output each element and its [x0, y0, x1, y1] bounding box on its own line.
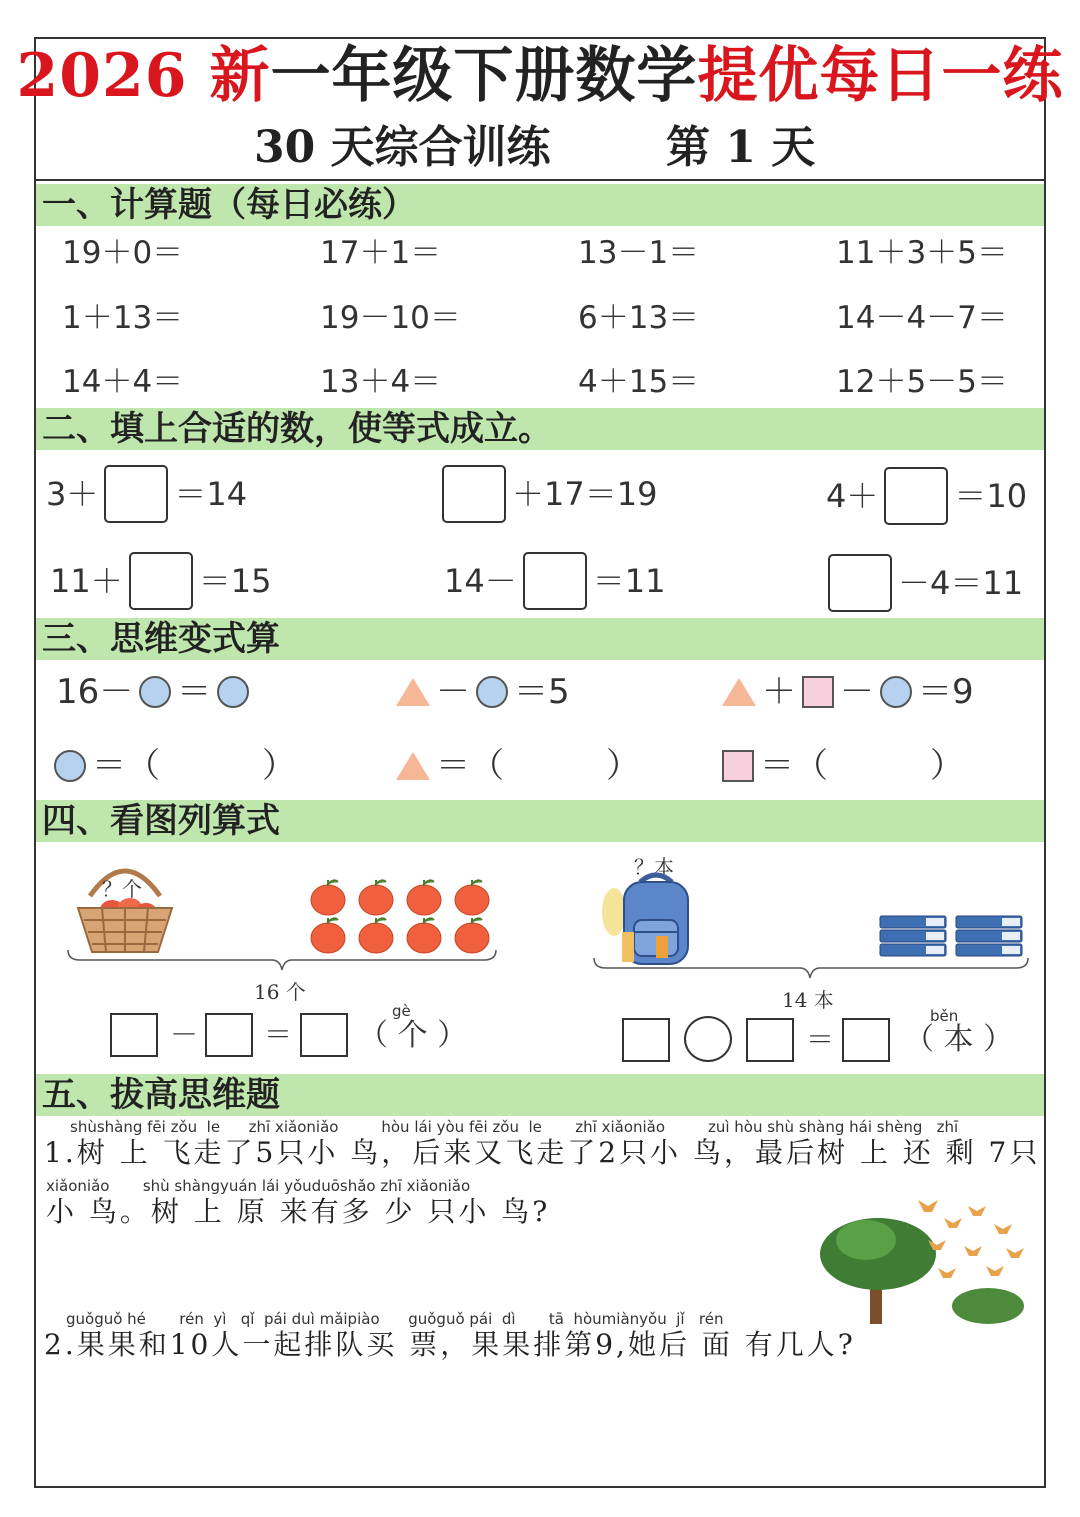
fill-pre: 4＋ [826, 477, 879, 515]
shape-equation-1 [56, 670, 249, 714]
fill-pre: 3＋ [46, 475, 99, 513]
basket-icon [72, 852, 178, 956]
eq-text: ＝ [177, 672, 212, 712]
answer-box[interactable] [828, 554, 892, 612]
calc-item: 17＋1＝ [320, 235, 442, 271]
title-new: 新 [209, 41, 271, 111]
question-2-pinyin: guǒguǒ hé rén yì qǐ pái duì mǎipiào guǒguǒ pái dì tā hòumiànyǒu jǐ rén [66, 1310, 724, 1328]
eq-text: － [436, 672, 470, 712]
calc-item: 13＋4＝ [320, 364, 442, 400]
backpack-icon [600, 872, 710, 968]
answer-box[interactable] [622, 1018, 670, 1062]
answer-box[interactable] [205, 1013, 253, 1057]
eq-text: ＋ [762, 672, 796, 712]
calc-item: 1＋13＝ [62, 300, 184, 336]
circle-icon [217, 676, 249, 708]
title-year: 2026 [16, 41, 188, 111]
circle-answer-blank[interactable]: ＝（ ） [92, 746, 296, 786]
fill-pre: 14－ [444, 562, 517, 600]
eq-text: 16－ [56, 672, 134, 712]
answer-box[interactable] [129, 552, 193, 610]
triangle-answer [396, 744, 640, 788]
square-icon [802, 676, 834, 708]
square-icon [722, 750, 754, 782]
header-divider [36, 179, 1044, 181]
right-total-label: 14 本 [782, 988, 834, 1012]
circle-icon [476, 676, 508, 708]
fill-post: ＝11 [592, 562, 666, 600]
section-1-title: 一、计算题（每日必练） [36, 184, 1044, 226]
apple-icon [407, 880, 441, 915]
book-stack-icon [956, 916, 1022, 956]
fill-item [822, 553, 1023, 613]
operator-circle[interactable] [684, 1016, 732, 1062]
answer-box[interactable] [110, 1013, 158, 1057]
equals-sign: ＝ [264, 1018, 293, 1051]
section-3-title: 三、思维变式算 [36, 618, 1044, 660]
eq-text: ＝9 [918, 672, 974, 712]
question-1-line-1: 1.树 上 飞走了5只小 鸟，后来又飞走了2只小 鸟，最后树 上 还 剩 7只 [44, 1136, 1041, 1169]
answer-box[interactable] [442, 465, 506, 523]
fill-pre: 11＋ [50, 562, 123, 600]
circle-icon [139, 676, 171, 708]
answer-box[interactable] [523, 552, 587, 610]
apple-icon [455, 880, 489, 915]
calc-item: 4＋15＝ [578, 364, 700, 400]
eq-text: ＝5 [514, 672, 570, 712]
calc-item: 13－1＝ [578, 235, 700, 271]
left-brace [66, 948, 498, 974]
calc-item: 19－10＝ [320, 300, 461, 336]
fill-item [444, 551, 665, 611]
title-grade: 一年级下册数学 [270, 41, 698, 111]
answer-box[interactable] [300, 1013, 348, 1057]
unit-pinyin: gè [392, 1002, 411, 1020]
fill-item [50, 551, 271, 611]
title-daily: 提优每日一练 [697, 41, 1064, 111]
circle-answer [54, 744, 296, 788]
question-1-line-2: 小 鸟。树 上 原 来有多 少 只小 鸟? [46, 1195, 551, 1228]
calc-item: 14＋4＝ [62, 364, 184, 400]
triangle-answer-blank[interactable]: ＝（ ） [436, 746, 640, 786]
answer-box[interactable] [746, 1018, 794, 1062]
square-answer [722, 744, 964, 788]
books-group [876, 912, 1026, 962]
calc-item: 12＋5－5＝ [836, 364, 1008, 400]
page-title [0, 40, 1080, 112]
basket-question-label: ？个 [102, 877, 142, 901]
fill-post: －4＝11 [898, 564, 1024, 602]
fill-post: ＝10 [954, 477, 1028, 515]
section-2-title: 二、填上合适的数，使等式成立。 [36, 408, 1044, 450]
eq-text: － [840, 672, 874, 712]
calc-item: 19＋0＝ [62, 235, 184, 271]
fill-post: ＋17＝19 [512, 475, 658, 513]
page-subtitle [0, 118, 1080, 178]
question-2-line: 2.果果和10人一起排队买 票，果果排第9,她后 面 有几人? [44, 1328, 856, 1361]
right-brace [592, 956, 1030, 982]
apple-icon [359, 880, 393, 915]
triangle-icon [396, 678, 430, 706]
answer-box[interactable] [884, 467, 948, 525]
equals-sign: ＝ [806, 1023, 835, 1056]
calc-item: 6＋13＝ [578, 300, 700, 336]
shape-equation-2 [396, 670, 570, 714]
fill-item [436, 464, 657, 524]
calc-item: 14－4－7＝ [836, 300, 1008, 336]
section-4-title: 四、看图列算式 [36, 800, 1044, 842]
right-unit: （ 本 ） [904, 1022, 1014, 1057]
question-1-pinyin-1: shùshàng fēi zǒu le zhī xiǎoniǎo hòu lái yòu fēi zǒu le zhī xiǎoniǎo zuì hòu shù shàng hái shèng zhī [70, 1118, 959, 1136]
shape-equation-3 [722, 670, 974, 714]
subtitle-training: 30 天综合训练 [254, 122, 551, 173]
minus-sign: － [170, 1018, 199, 1051]
apples-group [308, 878, 498, 958]
left-total-label: 16 个 [254, 980, 306, 1004]
triangle-icon [396, 752, 430, 780]
triangle-icon [722, 678, 756, 706]
subtitle-day: 第 1 天 [666, 122, 816, 173]
apple-icon [311, 880, 345, 915]
book-stack-icon [880, 916, 946, 956]
question-1-pinyin-2: xiǎoniǎo shù shàngyuán lái yǒuduōshǎo zhī xiǎoniǎo [46, 1177, 471, 1195]
circle-icon [880, 676, 912, 708]
backpack-question-label: ？本 [634, 855, 674, 879]
answer-box[interactable] [104, 465, 168, 523]
circle-icon [54, 750, 86, 782]
section-5-title: 五、拔高思维题 [36, 1074, 1044, 1116]
answer-box[interactable] [842, 1018, 890, 1062]
left-unit: （ 个 ） [358, 1018, 468, 1053]
square-answer-blank[interactable]: ＝（ ） [760, 746, 964, 786]
tree-birds-illustration [818, 1188, 1032, 1330]
fill-post: ＝15 [198, 562, 272, 600]
calc-item: 11＋3＋5＝ [836, 235, 1008, 271]
fill-item [826, 466, 1027, 526]
fill-post: ＝14 [174, 475, 248, 513]
fill-item [46, 464, 247, 524]
unit-pinyin: běn [930, 1007, 959, 1025]
